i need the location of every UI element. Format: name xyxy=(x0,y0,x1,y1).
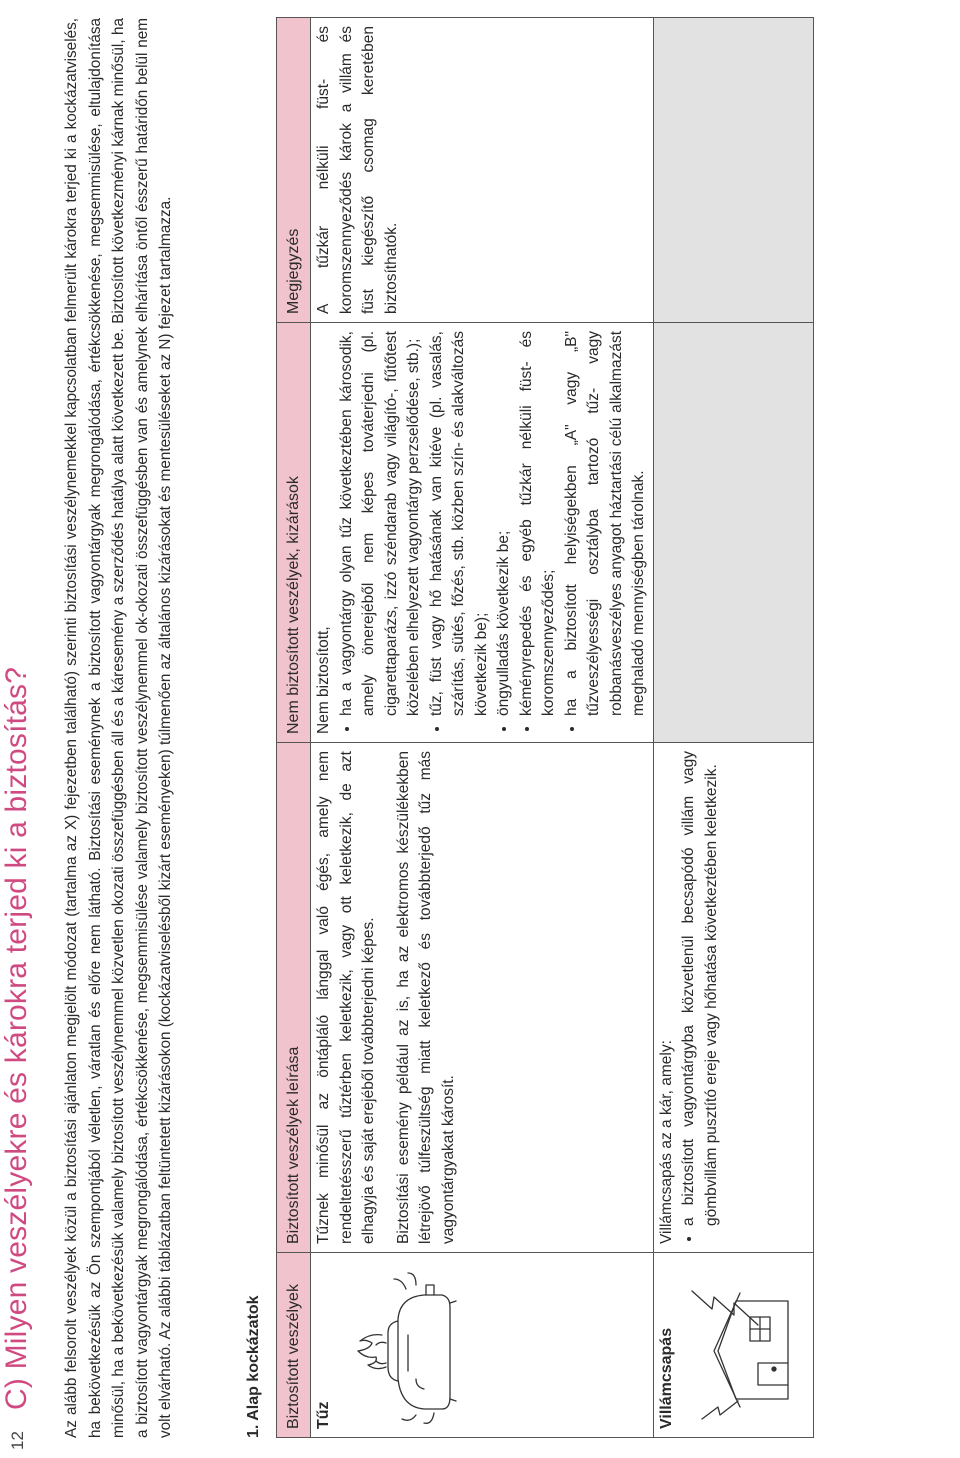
list-item: • ha a vagyontárgy olyan tűz következtében károsodik, amely önerejéből nem képes továterjedni (pl. cigarettaparázs, izzó széndarab vagy világító-, fűtőtest közelében elhelyezett vagyontárgy perzselődése, stb.); xyxy=(336,331,426,716)
risk-table xyxy=(276,17,814,1438)
header-exclusions: Nem biztosított veszélyek, kizárások xyxy=(277,323,311,743)
list-item: • a biztosított vagyontárgyba közvetlenül becsapódó villám vagy gömbvillám pusztító ereje vagy hőhatása következtében keletkezik. xyxy=(678,751,723,1226)
list-item: • ha a biztosított helyiségekben „A" vagy „B" tűzveszélyességi osztályba tartozó tűz- vagy robbanásveszélyes anyagot háztartási célú alkalmazást meghaladó mennyiségben tárolnak. xyxy=(561,331,651,716)
description-intro: Villámcsapás az a kár, amely: xyxy=(657,1040,675,1244)
description-list xyxy=(678,751,723,1244)
page-number: 12 xyxy=(8,1431,27,1450)
list-item: • öngyulladás következik be; xyxy=(493,331,516,716)
risk-description-cell xyxy=(311,743,654,1253)
exclusions-list xyxy=(336,331,651,734)
list-item: • kéményrepedés és egyéb tűzkár nélküli füst- és koromszennyeződés; xyxy=(516,331,561,716)
lightning-house-icon xyxy=(688,1269,798,1429)
note-cell xyxy=(653,18,813,323)
section-heading: 1. Alap kockázatok xyxy=(245,1295,262,1438)
table-header-row xyxy=(277,18,311,1438)
intro-paragraph: Az alább felsorolt veszélyek közül a biztosítási ajánlaton megjelölt módozat (tartalma az X) fejezetben található) szerinti biztosítási veszélynemekkel kapcsolatban felmerült károkra terjed ki a kockázatviselés, ha bekövetkezésük az Ön szempontjából véletlen, váratlan és előre nem látható. Biztosítási eseménynek a biztosított vagyontárgyak megrongálódása, értékcsökkenése, megsemmisülése, eltulajdonítása minősül, ha a bekövetkezésük valamely biztosított veszélynemmel közvetlen okozati összefüggésben áll és a káresemény a szerződés hatálya alatt következett be. Biztosított következményi kárnak minősül, ha a biztosított vagyontárgyak megrongálódása, értékcsökkenése, megsemmisülése valamely biztosított veszélynemmel ok-okozati összefüggésben van és amelynek elhárítása öntől ésszerű határidőn belül nem volt elvárható. Az alábbi táblázatban feltüntetett kizárásokon (kockázatviselésből kizárt eseményeken) túlmenően az általános kizárásokat és mentesüléseket az N) fejezet tartalmazza. xyxy=(63,18,174,1438)
exclusions-cell xyxy=(311,323,654,743)
risk-name-cell xyxy=(653,1253,813,1438)
header-risks: Biztosított veszélyek xyxy=(277,1253,311,1438)
page-title: C) Milyen veszélyekre és károkra terjed ki a biztosítás? xyxy=(0,666,33,1410)
risk-name: Villámcsapás xyxy=(657,1327,675,1429)
risk-name: Tűz xyxy=(315,1401,332,1429)
risk-description-cell xyxy=(653,743,813,1253)
list-item: • tűz, füst vagy hő hatásának van kitéve (pl. vasalás, szárítás, sütés, főzés, stb. közben szín- és alakváltozás következik be); xyxy=(426,331,494,716)
table-row xyxy=(311,18,654,1438)
description-paragraph: Tűznek minősül az öntápláló lánggal való égés, amely nem rendeltetésszerű tűztérben keletkezik, vagy ott keletkezik, de azt elhagyja és saját erejéből továbbterjedni képes. xyxy=(315,751,377,1244)
description-paragraph: Biztosítási esemény például az is, ha az elektromos készülékekben létrejövő túlfeszültség miatt keletkező és továbbterjedő tűz más vagyontárgyakat károsít. xyxy=(394,751,457,1244)
exclusions-intro: Nem biztosított, xyxy=(315,626,332,734)
toaster-fire-icon xyxy=(346,1269,466,1429)
note-cell: A tűzkár nélküli füst- és koromszennyeződés károk a villám és füst kiegészítő csomag keretében biztosíthatók. xyxy=(311,18,654,323)
header-description: Biztosított veszélyek leírása xyxy=(277,743,311,1253)
table-row xyxy=(653,18,813,1438)
header-notes: Megjegyzés xyxy=(277,18,311,323)
exclusions-cell xyxy=(653,323,813,743)
risk-name-cell xyxy=(311,1253,654,1438)
